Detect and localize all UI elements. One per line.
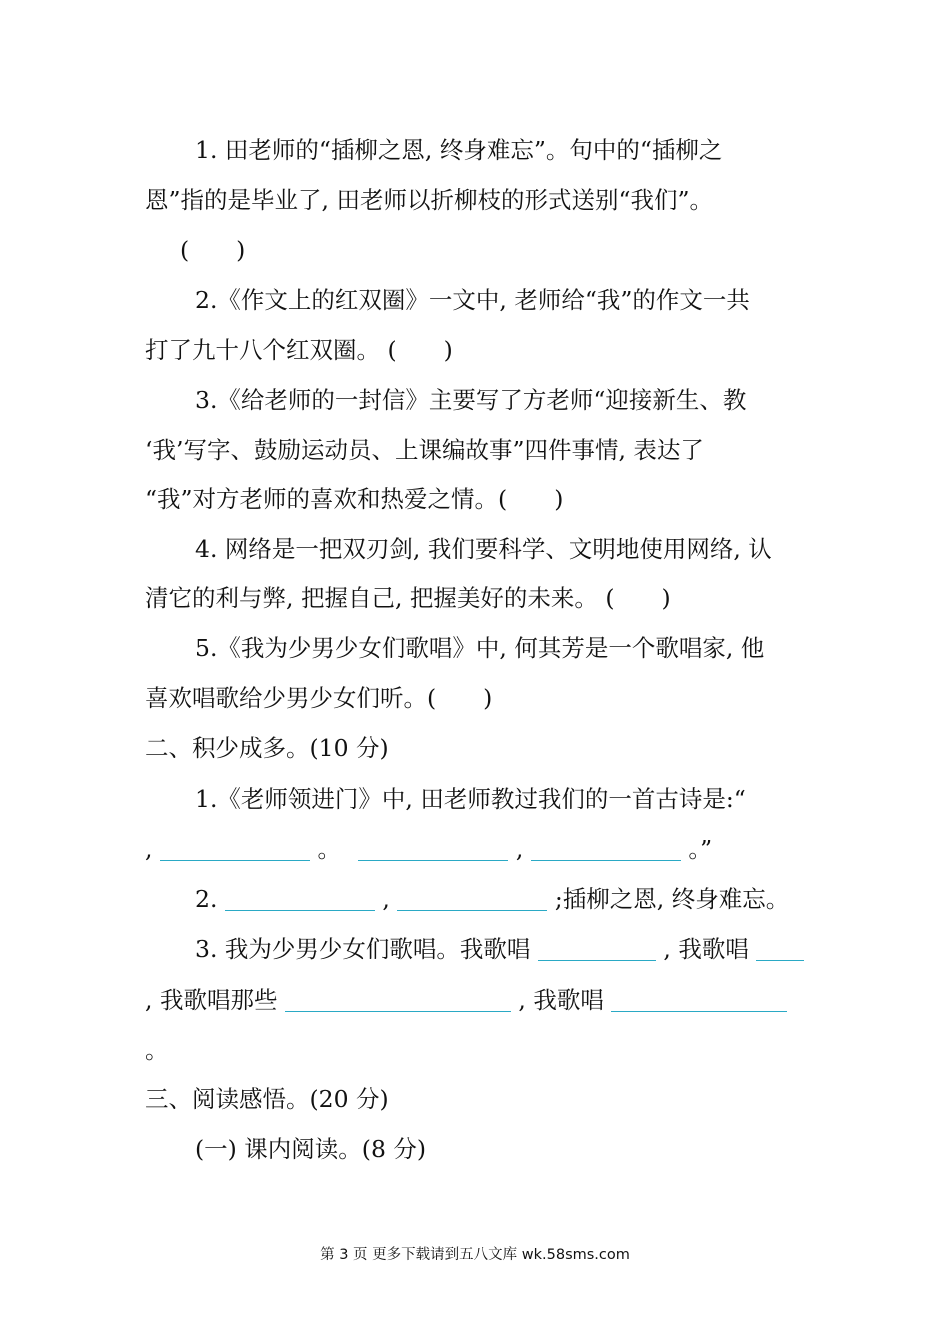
fill-blank-5[interactable] [397,884,547,911]
section3-title: 三、阅读感悟。(20 分) [145,1085,389,1113]
item3-text-d: , 我歌唱 [518,986,604,1014]
closing-quote: 。” [688,835,713,863]
comma: , [382,885,390,913]
s2-item3-line1 [195,931,804,967]
period: 。 [317,835,341,863]
s2-item3-line3: 。 [145,1036,169,1064]
s2-item1-line1: 1.《老师领进门》中, 田老师教过我们的一首古诗是:“ [195,785,746,813]
item-number: 2. [195,885,218,913]
s2-item3-line2 [145,982,787,1018]
item3-text-a: 3. 我为少男少女们歌唱。我歌唱 [195,935,531,963]
page-footer: 第 3 页 更多下载请到五八文库 wk.58sms.com [320,1247,630,1263]
fill-blank-3[interactable] [531,834,681,861]
fill-blank-4[interactable] [225,884,375,911]
item3-text-b: , 我歌唱 [663,935,749,963]
q1-line2: 恩”指的是毕业了, 田老师以折柳枝的形式送别“我们”。 [145,186,713,214]
q2-line1: 2.《作文上的红双圈》一文中, 老师给“我”的作文一共 [195,286,750,314]
q3-line3: “我”对方老师的喜欢和热爱之情。( ) [145,485,564,513]
q2-line2: 打了九十八个红双圈。 ( ) [145,336,453,364]
fill-blank-8[interactable] [285,985,511,1012]
fill-blank-2[interactable] [358,834,508,861]
section3-sub1: (一) 课内阅读。(8 分) [195,1135,427,1163]
section2-title: 二、积少成多。(10 分) [145,734,389,762]
q5-line1: 5.《我为少男少女们歌唱》中, 何其芳是一个歌唱家, 他 [195,634,765,662]
s2-item1-line2 [145,831,712,867]
fill-blank-7[interactable] [756,934,804,961]
comma: , [145,835,153,863]
s2-item2 [195,881,789,917]
fill-blank-9[interactable] [611,985,787,1012]
fill-blank-1[interactable] [160,834,310,861]
fill-blank-6[interactable] [538,934,656,961]
q1-answer-paren[interactable]: ( ) [180,236,246,264]
q1-line1: 1. 田老师的“插柳之恩, 终身难忘”。句中的“插柳之 [195,136,723,164]
comma: , [515,835,524,863]
q4-line1: 4. 网络是一把双刃剑, 我们要科学、文明地使用网络, 认 [195,535,772,563]
q3-line2: ‘我’写字、鼓励运动员、上课编故事”四件事情, 表达了 [145,436,704,464]
q5-line2: 喜欢唱歌给少男少女们听。( ) [145,684,493,712]
q3-line1: 3.《给老师的一封信》主要写了方老师“迎接新生、教 [195,386,747,414]
q4-line2: 清它的利与弊, 把握自己, 把握美好的未来。 ( ) [145,584,671,612]
item3-text-c: , 我歌唱那些 [145,986,278,1014]
item2-tail: ;插柳之恩, 终身难忘。 [554,885,790,913]
